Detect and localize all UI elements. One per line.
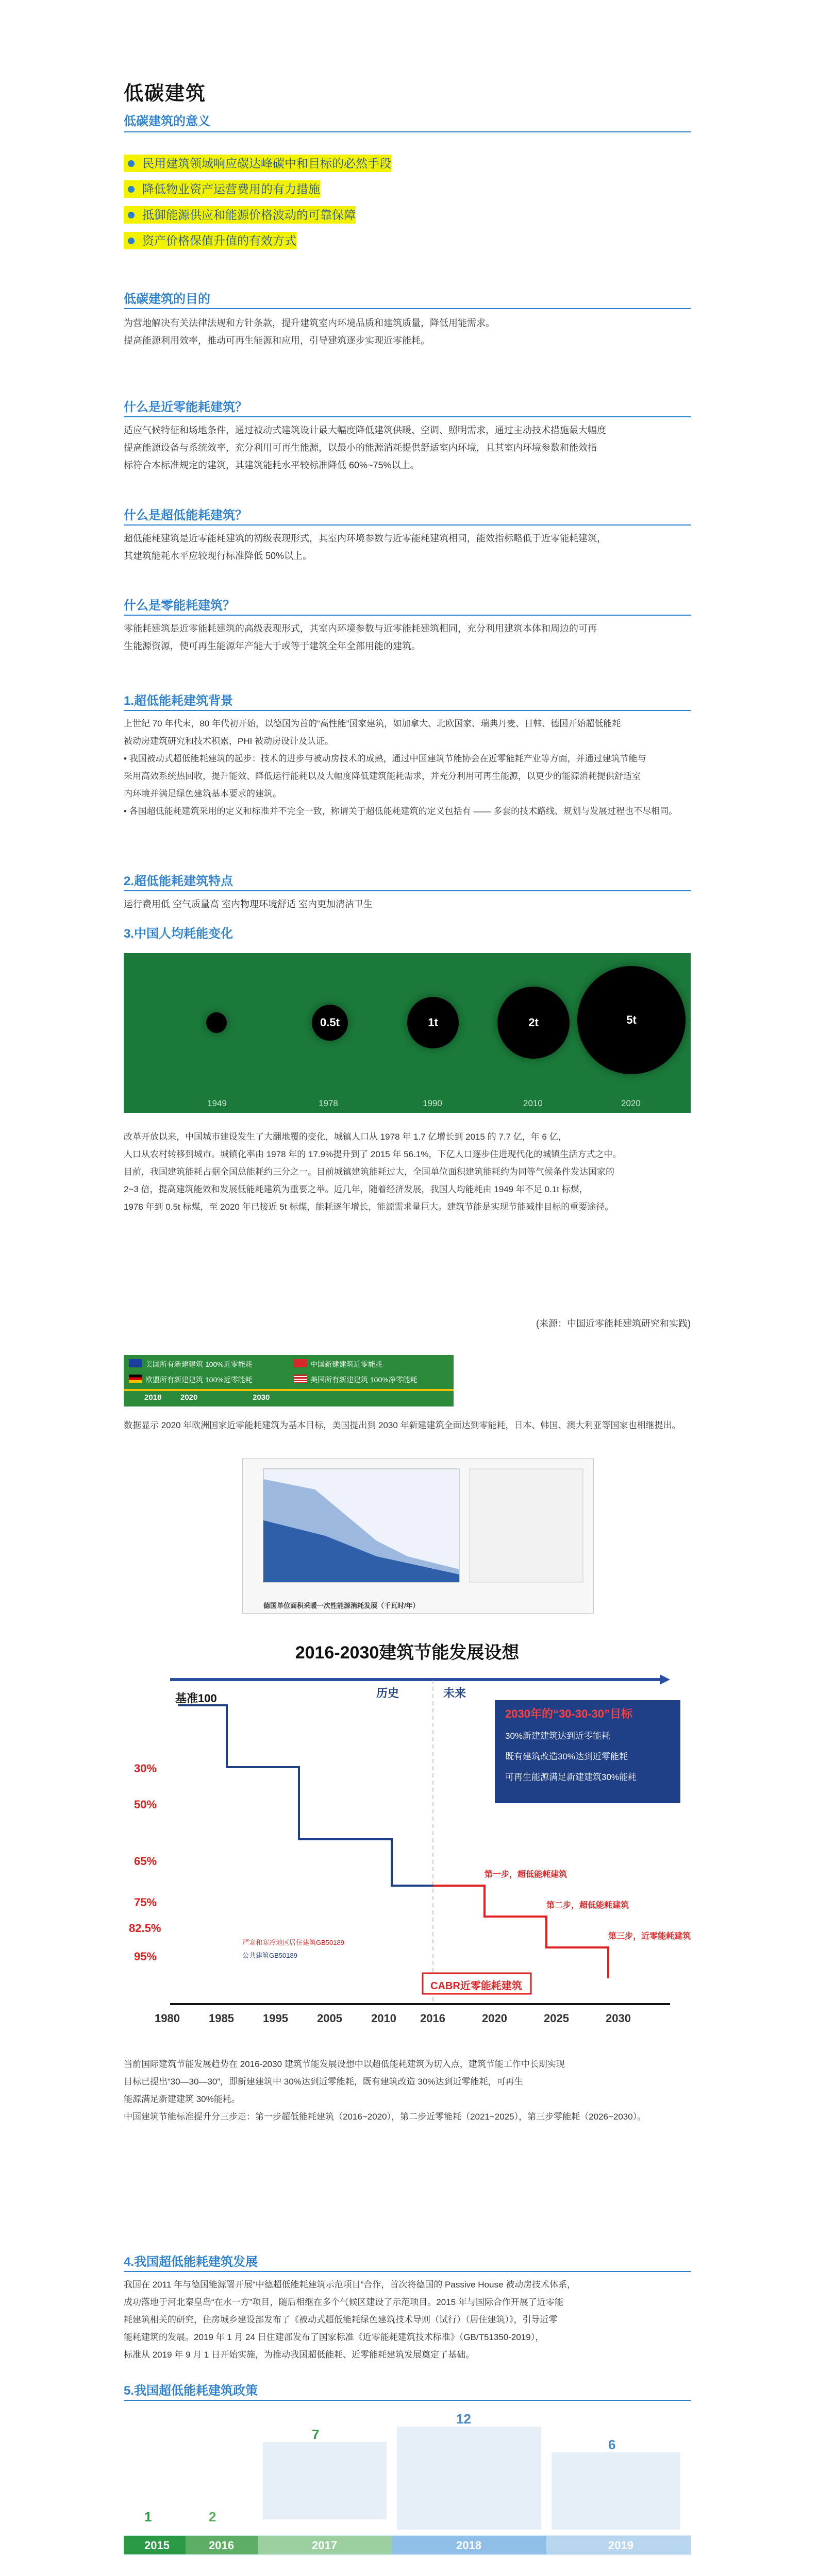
zero-energy-line: 生能源资源，使可再生能源年产能大于或等于建筑全年全部用能的建筑。 — [124, 641, 421, 651]
development-text — [124, 715, 691, 820]
ultra-low-text — [124, 530, 691, 565]
ultra-low-line: 超低能耗建筑是近零能耗建筑的初级表现形式，其室内环境参数与近零能耗建筑相同，能效指标略低于近零能耗建筑， — [124, 533, 606, 544]
band-year: 2010 — [523, 1098, 543, 1108]
band-year: 1978 — [319, 1098, 338, 1108]
usa-text: 数据显示 2020 年欧洲国家近零能耗建筑为基本目标，美国提出到 2030 年新建建筑全面达到零能耗，日本、韩国、澳大利亚等国家也相继提出。 — [124, 1420, 681, 1430]
divider — [124, 308, 691, 309]
germany-chart-graphic — [243, 1459, 593, 1598]
history-label: 历史 — [376, 1687, 399, 1700]
germany-chart-caption: 德国单位面积采暖一次性能源消耗发展（千瓦时/年） — [263, 1602, 420, 1609]
policy-count: 1 — [144, 2509, 152, 2524]
goal-item: 既有建筑改造30%达到近零能耗 — [505, 1752, 628, 1761]
future-text — [124, 2056, 691, 2126]
development-line: 采用高效系统热回收，提升能效、降低运行能耗以及大幅度降低建筑能耗需求，并充分利用可再生能源，以更少的能源消耗提供舒适室 — [124, 771, 641, 781]
per-capita-band — [124, 953, 691, 1113]
nearly-zero-line: 标符合本标准规定的建筑，其建筑能耗水平较标准降低 60%~75%以上。 — [124, 460, 420, 470]
divider — [124, 2400, 691, 2401]
china-line: 目前，我国建筑能耗占据全国总能耗约三分之一。目前城镇建筑能耗过大，全国单位面积建筑能耗约为同等气候条件发达国家的 — [124, 1167, 614, 1177]
future-line: 中国建筑节能标准提升分三步走：第一步超低能耗建筑（2016~2020），第二步近零能耗（2021~2025），第三步零能耗（2026~2030）。 — [124, 2112, 646, 2122]
features-text: 运行费用低 空气质量高 室内物理环境舒适 室内更加清洁卫生 — [124, 899, 373, 909]
legend-item: 公共建筑GB50189 — [242, 1952, 297, 1959]
policy-count: 2 — [209, 2509, 216, 2524]
band-year: 1949 — [207, 1098, 227, 1108]
china-dev-line: 能耗建筑的发展。2019 年 1 月 24 日住建部发布了国家标准《近零能耗建筑技术标准》（GB/T51350-2019）， — [124, 2332, 544, 2342]
policy-year: 2016 — [209, 2539, 234, 2552]
purpose-line: 为营地解决有关法律法规和方针条款，提升建筑室内环境品质和建筑质量，降低用能需求。 — [124, 318, 495, 328]
development-heading: 1.超低能耗建筑背景 — [124, 694, 233, 708]
stage-label: 第三步，近零能耗建筑 — [608, 1932, 691, 1941]
policy-year: 2019 — [608, 2539, 633, 2552]
meaning-bullet: 降低物业资产运营费用的有力措施 — [124, 180, 320, 198]
banner-row: 美国所有新建建筑 100%净零能耗 — [310, 1376, 418, 1384]
band-year: 1990 — [423, 1098, 442, 1108]
future-chart-graphic — [124, 1669, 691, 2030]
percent-label: 75% — [134, 1896, 157, 1909]
china-heading: 3.中国人均耗能变化 — [124, 927, 233, 941]
development-line: • 各国超低能耗建筑采用的定义和标准并不完全一致，称谓关于超低能耗建筑的定义包括有 —— 多套的技术路线、规划与发展过程也不尽相同。 — [124, 806, 678, 816]
meaning-heading: 低碳建筑的意义 — [124, 114, 210, 128]
banner-axis — [124, 1389, 454, 1391]
cabr-label: CABR近零能耗建筑 — [430, 1980, 522, 1992]
ultra-low-heading: 什么是超低能耗建筑？ — [124, 509, 247, 522]
china-line: 改革开放以来，中国城市建设发生了大翻地覆的变化，城镇人口从 1978 年 1.7 亿增长到 2015 的 7.7 亿，年 6 亿， — [124, 1132, 567, 1142]
base-label: 基准100 — [175, 1692, 217, 1705]
banner-year: 2020 — [180, 1393, 198, 1402]
policy-count: 6 — [608, 2437, 616, 2452]
meaning-bullet: 资产价格保值升值的有效方式 — [124, 232, 296, 249]
percent-label: 82.5% — [129, 1922, 161, 1935]
banner-year: 2018 — [144, 1393, 162, 1402]
cn-flag-icon — [294, 1359, 307, 1367]
development-line: 内环境并满足绿色建筑基本要求的建筑。 — [124, 789, 281, 799]
purpose-heading: 低碳建筑的目的 — [124, 292, 210, 306]
energy-dot — [577, 966, 686, 1074]
year-label: 2010 — [371, 2012, 396, 2025]
policy-heading: 5.我国超低能耗建筑政策 — [124, 2384, 258, 2398]
policy-year: 2015 — [144, 2539, 170, 2552]
future-label: 未来 — [443, 1687, 466, 1700]
percent-label: 95% — [134, 1950, 157, 1963]
divider — [124, 131, 691, 132]
future-chart — [124, 1669, 691, 2061]
china-caption: (来源：中国近零能耗建筑研究和实践) — [536, 1318, 691, 1329]
divider — [124, 2271, 691, 2272]
purpose-text — [124, 314, 691, 349]
china-dev-heading: 4.我国超低能耗建筑发展 — [124, 2255, 258, 2269]
china-dev-text — [124, 2276, 691, 2364]
development-line: 被动房建筑研究和技术积累，PHI 被动房设计及认证。 — [124, 736, 334, 746]
future-line: 目标已提出“30—30—30”，即新建建筑中 30%达到近零能耗，既有建筑改造 30%达到近零能耗，可再生 — [124, 2077, 523, 2087]
development-line: 上世纪 70 年代末，80 年代初开始，以德国为首的“高性能”国家建筑，如加拿大、北欧国家、瑞典丹麦、日韩、德国开始超低能耗 — [124, 719, 621, 728]
banner-row: 欧盟所有新建建筑 100%近零能耗 — [145, 1376, 253, 1384]
divider — [124, 615, 691, 616]
banner-row: 中国新建建筑近零能耗 — [310, 1360, 382, 1368]
policy-year: 2018 — [456, 2539, 481, 2552]
china-line: 1978 年到 0.5t 标煤，至 2020 年已接近 5t 标煤，能耗逐年增长，能源需求量巨大。建筑节能是实现节能减排目标的重要途径。 — [124, 1202, 614, 1212]
energy-dot-label: 5t — [626, 1013, 637, 1026]
percent-label: 65% — [134, 1855, 157, 1868]
zero-energy-heading: 什么是零能耗建筑？ — [124, 599, 235, 613]
policy-timeline-graphic — [124, 2421, 691, 2576]
energy-dot-label: 0.5t — [320, 1016, 340, 1029]
year-label: 2005 — [317, 2012, 342, 2025]
policy-count: 7 — [312, 2427, 320, 2442]
goal-title: 2030年的“30-30-30”目标 — [505, 1707, 633, 1720]
meaning-bullets — [124, 155, 495, 258]
ultra-low-line: 其建筑能耗水平应较现行标准降低 50%以上。 — [124, 551, 312, 561]
future-title: 2016-2030建筑节能发展设想 — [295, 1643, 520, 1663]
stage-label: 第一步，超低能耗建筑 — [485, 1870, 567, 1879]
year-label: 2030 — [606, 2012, 631, 2025]
us-flag-icon — [294, 1375, 307, 1383]
year-label: 1995 — [263, 2012, 288, 2025]
china-paragraph — [124, 1128, 691, 1216]
de-flag-icon — [129, 1375, 142, 1383]
energy-dot-label: 1t — [428, 1016, 438, 1029]
energy-dot — [407, 997, 459, 1048]
nearly-zero-line: 适应气候特征和场地条件，通过被动式建筑设计最大幅度降低建筑供暖、空调、照明需求，通过主动技术措施最大幅度 — [124, 425, 606, 435]
china-dev-line: 标准从 2019 年 9 月 1 日开始实施，为推动我国超低能耗、近零能耗建筑发展奠定了基础。 — [124, 2350, 475, 2360]
energy-dot-label: 2t — [528, 1016, 539, 1029]
banner-year: 2030 — [253, 1393, 270, 1402]
year-label: 2020 — [482, 2012, 507, 2025]
goals-banner — [124, 1355, 454, 1406]
divider — [124, 524, 691, 526]
year-label: 2025 — [544, 2012, 569, 2025]
nearly-zero-text — [124, 421, 691, 474]
divider — [124, 890, 691, 891]
development-line: • 我国被动式超低能耗建筑的起步：技术的进步与被动房技术的成熟，通过中国建筑节能协会在近零能耗产业等方面，并通过建筑节能与 — [124, 754, 646, 764]
china-dev-line: 成功落地于河北秦皇岛“在水一方”项目，随后相继在多个气候区建设了示范项目。2015 年与国际合作开展了近零能 — [124, 2297, 563, 2307]
percent-label: 30% — [134, 1762, 157, 1775]
year-label: 2016 — [420, 2012, 445, 2025]
features-heading: 2.超低能耗建筑特点 — [124, 874, 233, 888]
meaning-bullet: 民用建筑领域响应碳达峰碳中和目标的必然手段 — [124, 155, 391, 172]
zero-energy-line: 零能耗建筑是近零能耗建筑的高级表现形式，其室内环境参数与近零能耗建筑相同，充分利用建筑本体和周边的可再 — [124, 623, 597, 634]
divider — [124, 416, 691, 417]
page-title: 低碳建筑 — [124, 83, 207, 105]
legend-item: 严寒和寒冷地区居住建筑GB50189 — [242, 1939, 344, 1946]
stage-label: 第二步，超低能耗建筑 — [546, 1901, 629, 1910]
energy-dot — [497, 987, 570, 1059]
germany-energy-chart — [242, 1458, 594, 1614]
energy-dot — [312, 1005, 348, 1041]
goal-item: 30%新建建筑达到近零能耗 — [505, 1731, 611, 1741]
china-dev-line: 耗建筑相关的研究，住房城乡建设部发布了《被动式超低能耗绿色建筑技术导则（试行）（居住建筑）》，引导近零 — [124, 2315, 558, 2325]
nearly-zero-heading: 什么是近零能耗建筑？ — [124, 400, 247, 414]
china-line: 人口从农村转移到城市。城镇化率由 1978 年的 17.9%提升到了 2015 年 56.1%，下亿人口逐步住进现代化的城镇生活方式之中。 — [124, 1149, 622, 1159]
energy-dot — [206, 1012, 227, 1033]
purpose-line: 提高能源利用效率，推动可再生能源和应用，引导建筑逐步实现近零能耗。 — [124, 335, 430, 346]
meaning-bullet: 抵御能源供应和能源价格波动的可靠保障 — [124, 206, 356, 224]
divider — [124, 710, 691, 711]
nearly-zero-line: 提高能源设备与系统效率，充分利用可再生能源，以最小的能源消耗提供舒适室内环境，且其室内环境参数和能效指 — [124, 443, 597, 453]
policy-year: 2017 — [312, 2539, 337, 2552]
eu-flag-icon — [129, 1359, 142, 1367]
year-label: 1980 — [155, 2012, 180, 2025]
policy-timeline — [124, 2411, 691, 2576]
goal-item: 可再生能源满足新建建筑30%能耗 — [505, 1772, 637, 1782]
future-line: 能源满足新建建筑 30%能耗。 — [124, 2094, 240, 2104]
china-dev-line: 我国在 2011 年与德国能源署开展“中德超低能耗建筑示范项目”合作，首次将德国的 Passive House 被动房技术体系， — [124, 2280, 576, 2290]
percent-label: 50% — [134, 1798, 157, 1811]
china-line: 2~3 倍，提高建筑能效和发展低能耗建筑为重要之举。近几年，随着经济发展，我国人均能耗由 1949 年不足 0.1t 标煤， — [124, 1184, 588, 1194]
banner-row: 美国所有新建建筑 100%近零能耗 — [145, 1360, 253, 1368]
policy-count: 12 — [456, 2411, 471, 2427]
zero-energy-text — [124, 620, 691, 655]
band-year: 2020 — [621, 1098, 641, 1108]
future-line: 当前国际建筑节能发展趋势在 2016-2030 建筑节能发展设想中以超低能耗建筑为切入点，建筑节能工作中长期实现 — [124, 2059, 565, 2069]
year-label: 1985 — [209, 2012, 234, 2025]
